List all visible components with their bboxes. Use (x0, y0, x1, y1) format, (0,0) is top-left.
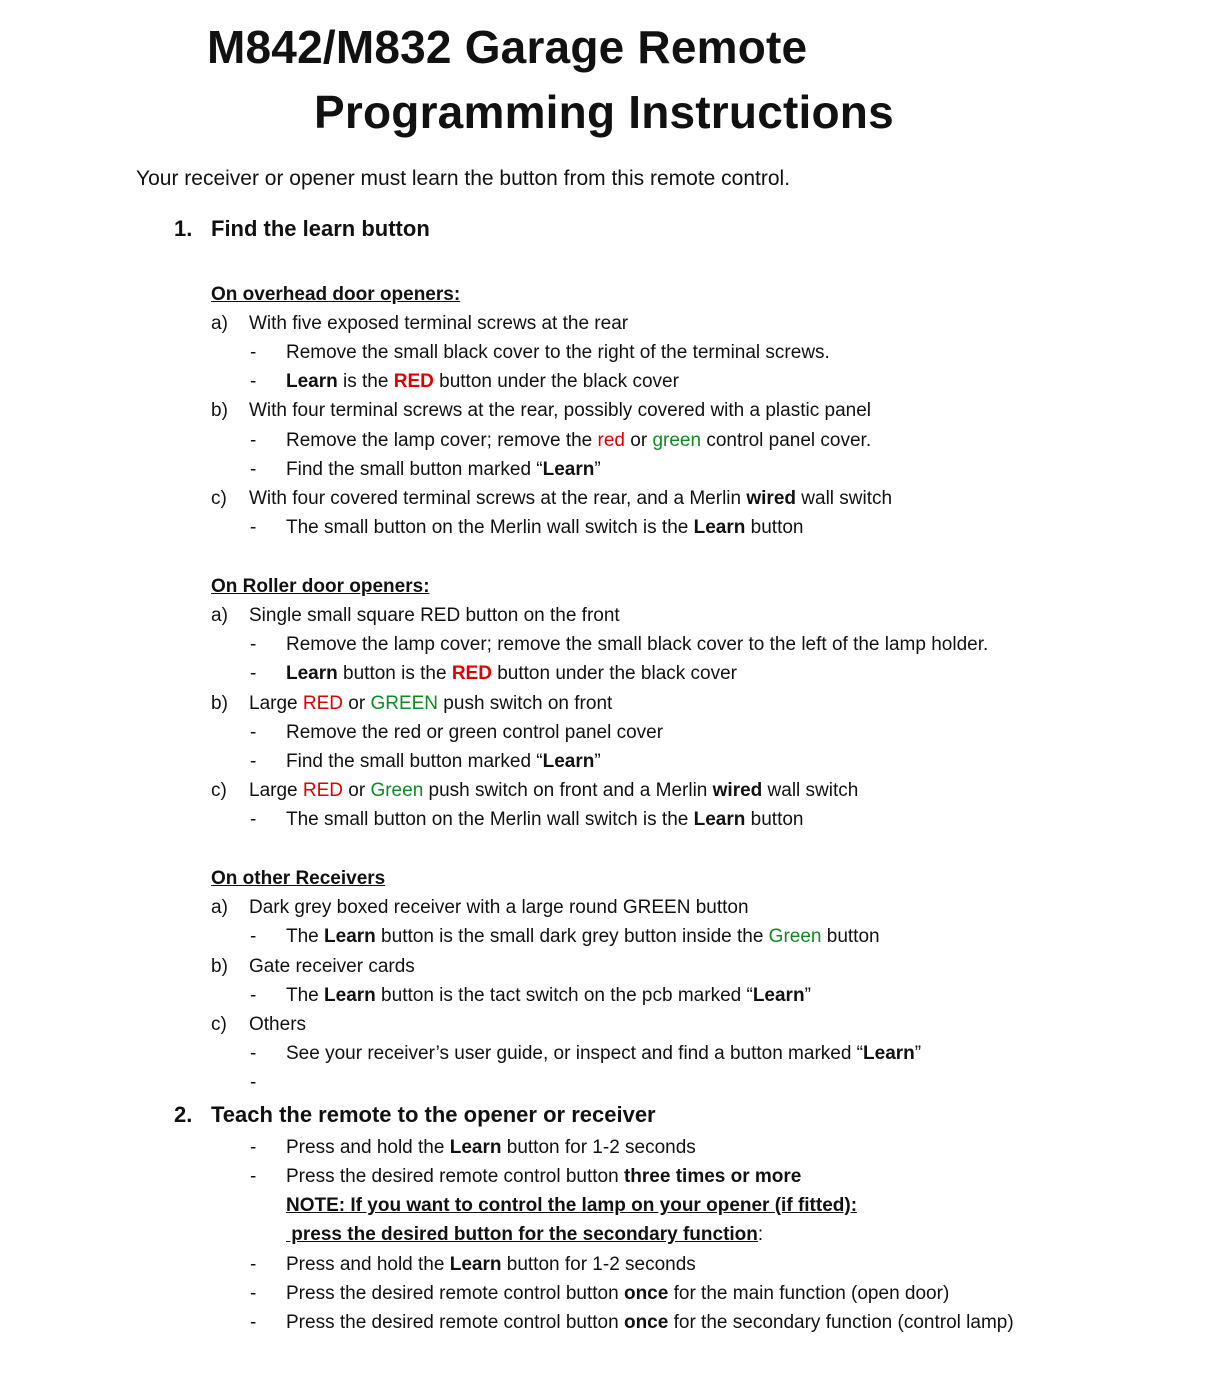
teach-step-5: Press the desired remote control button once for the secondary function (control lamp) (286, 1312, 1014, 1333)
roller-a-bullet-1: Remove the lamp cover; remove the small black cover to the left of the lamp holder. (286, 634, 989, 655)
other-c-bullet-1: See your receiver’s user guide, or inspect and find a button marked “Learn” (286, 1043, 922, 1064)
page-title-line-1: M842/M832 Garage Remote (207, 21, 808, 73)
bullet-dash: - (250, 371, 257, 392)
roller-a-label: a) (211, 605, 228, 626)
roller-c-bullet-1: The small button on the Merlin wall switch is the Learn button (286, 809, 804, 830)
bullet-dash: - (250, 634, 257, 655)
other-a-label: a) (211, 897, 228, 918)
teach-note-line-1: NOTE: If you want to control the lamp on your opener (if fitted): (286, 1195, 858, 1216)
bullet-dash: - (250, 809, 257, 830)
overhead-b-bullet-2: Find the small button marked “Learn” (286, 459, 601, 480)
overhead-a-text: With five exposed terminal screws at the rear (249, 313, 629, 334)
overhead-b-label: b) (211, 400, 228, 421)
other-c-label: c) (211, 1014, 227, 1035)
bullet-dash: - (250, 342, 257, 363)
other-c-text: Others (249, 1014, 307, 1035)
bullet-dash: - (250, 1043, 257, 1064)
overhead-c-label: c) (211, 488, 227, 509)
bullet-dash: - (250, 1166, 257, 1187)
bullet-dash: - (250, 1137, 257, 1158)
bullet-dash: - (250, 926, 257, 947)
bullet-dash: - (250, 517, 257, 538)
overhead-a-label: a) (211, 313, 228, 334)
overhead-b-bullet-1: Remove the lamp cover; remove the red or green control panel cover. (286, 430, 872, 451)
section-2-number: 2. (174, 1102, 193, 1127)
roller-a-text: Single small square RED button on the front (249, 605, 620, 626)
roller-b-text: Large RED or GREEN push switch on front (249, 693, 613, 714)
bullet-dash: - (250, 459, 257, 480)
overhead-b-text: With four terminal screws at the rear, possibly covered with a plastic panel (249, 400, 871, 421)
roller-a-bullet-2: Learn button is the RED button under the black cover (286, 663, 737, 684)
roller-c-text: Large RED or Green push switch on front and a Merlin wired wall switch (249, 780, 859, 801)
bullet-dash: - (250, 751, 257, 772)
roller-b-bullet-2: Find the small button marked “Learn” (286, 751, 601, 772)
teach-step-1: Press and hold the Learn button for 1-2 seconds (286, 1137, 696, 1158)
intro-text: Your receiver or opener must learn the button from this remote control. (136, 167, 791, 190)
roller-b-bullet-1: Remove the red or green control panel cover (286, 722, 664, 743)
overhead-a-bullet-1: Remove the small black cover to the right of the terminal screws. (286, 342, 830, 363)
other-a-bullet-1: The Learn button is the small dark grey button inside the Green button (286, 926, 880, 947)
teach-note-line-2: press the desired button for the secondary function: (286, 1224, 764, 1245)
bullet-dash: - (250, 1283, 257, 1304)
other-b-bullet-1: The Learn button is the tact switch on the pcb marked “Learn” (286, 985, 811, 1006)
page-title-line-2: Programming Instructions (314, 86, 894, 138)
bullet-dash: - (250, 1072, 257, 1093)
teach-step-4: Press the desired remote control button once for the main function (open door) (286, 1283, 950, 1304)
bullet-dash: - (250, 1254, 257, 1275)
other-a-text: Dark grey boxed receiver with a large round GREEN button (249, 897, 749, 918)
other-b-label: b) (211, 956, 228, 977)
other-b-text: Gate receiver cards (249, 956, 415, 977)
bullet-dash: - (250, 663, 257, 684)
roller-c-label: c) (211, 780, 227, 801)
bullet-dash: - (250, 985, 257, 1006)
bullet-dash: - (250, 430, 257, 451)
section-1-number: 1. (174, 216, 193, 241)
overhead-c-bullet-1: The small button on the Merlin wall switch is the Learn button (286, 517, 804, 538)
overhead-c-text: With four covered terminal screws at the rear, and a Merlin wired wall switch (249, 488, 893, 509)
roller-b-label: b) (211, 693, 228, 714)
bullet-dash: - (250, 722, 257, 743)
teach-step-3: Press and hold the Learn button for 1-2 seconds (286, 1254, 696, 1275)
overhead-a-bullet-2: Learn is the RED button under the black cover (286, 371, 679, 392)
teach-step-2: Press the desired remote control button three times or more (286, 1166, 802, 1187)
section-2-heading: Teach the remote to the opener or receiver (211, 1102, 656, 1127)
overhead-subheading: On overhead door openers: (211, 284, 461, 305)
other-subheading: On other Receivers (211, 868, 386, 889)
bullet-dash: - (250, 1312, 257, 1333)
section-1-heading: Find the learn button (211, 216, 430, 241)
roller-subheading: On Roller door openers: (211, 576, 430, 597)
